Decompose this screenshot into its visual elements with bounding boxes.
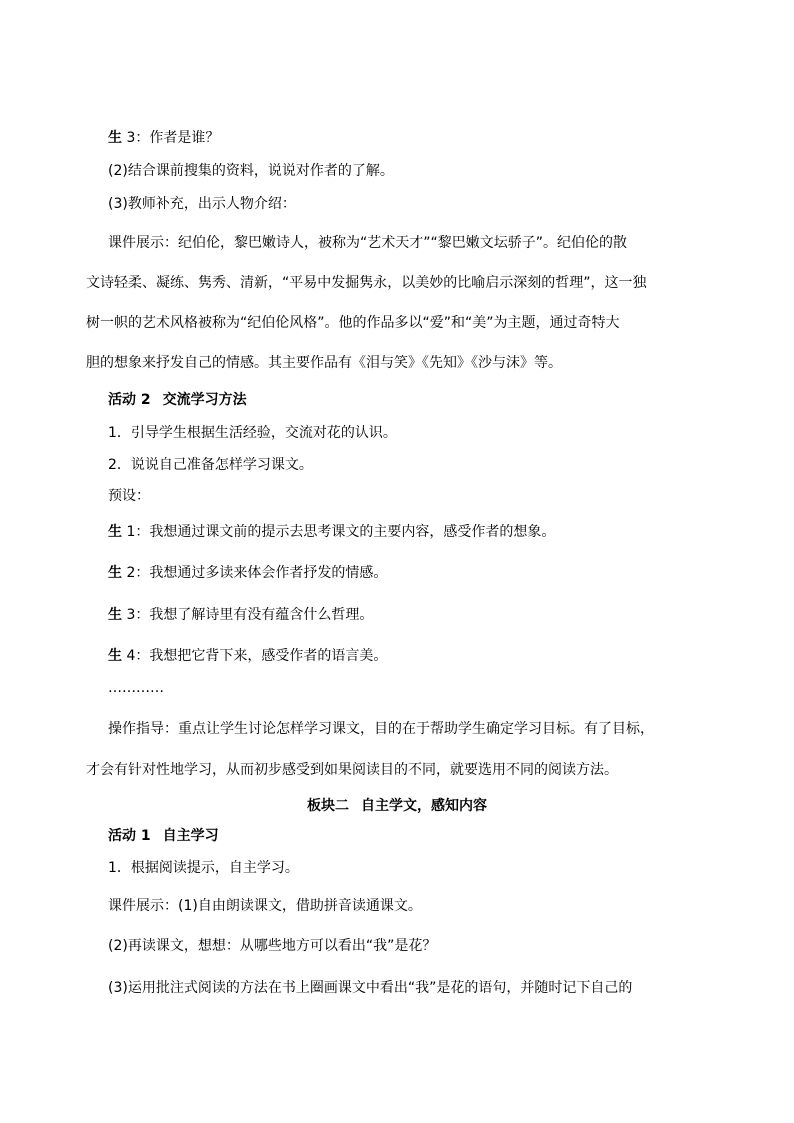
- courseware-task-2: (2)再读课文，想想：从哪些地方可以看出“我”是花？: [108, 938, 437, 954]
- student-label: 生: [108, 130, 122, 146]
- student-label: 生: [108, 607, 122, 623]
- student-text: 3：作者是谁？: [122, 130, 220, 146]
- courseware-intro-line-1: 课件展示：纪伯伦，黎巴嫩诗人，被称为“艺术天才”“黎巴嫩文坛骄子”。纪伯伦的散: [108, 235, 628, 251]
- student-text: 4：我想把它背下来，感受作者的语言美。: [122, 648, 388, 664]
- section-heading-title: 自主学文，感知内容: [361, 798, 487, 814]
- activity-2-title: 交流学习方法: [162, 392, 247, 408]
- activity-2-heading: [108, 390, 247, 410]
- student-line-3: [108, 605, 373, 625]
- student-text: 1：我想通过课文前的提示去思考课文的主要内容，感受作者的想象。: [122, 524, 556, 540]
- self-study-step-1: 1．根据阅读提示，自主学习。: [108, 860, 299, 876]
- preset-label: 预设：: [108, 488, 150, 504]
- student-text: 2：我想通过多读来体会作者抒发的情感。: [122, 565, 388, 581]
- item-3-line: (3)教师补充，出示人物介绍：: [108, 196, 296, 212]
- student-line-1: [108, 522, 555, 542]
- student-label: 生: [108, 648, 122, 664]
- courseware-task-3: (3)运用批注式阅读的方法在书上圈画课文中看出“我”是花的语句，并随时记下自己的: [108, 980, 633, 996]
- operation-guide-line-1: 操作指导：重点让学生讨论怎样学习课文，目的在于帮助学生确定学习目标。有了目标，: [108, 721, 654, 737]
- courseware-intro-line-2: 文诗轻柔、凝练、隽秀、清新，“平易中发掘隽永，以美妙的比喻启示深刻的哲理”，这一独: [86, 275, 647, 291]
- section-heading: [0, 796, 794, 816]
- student-label: 生: [108, 524, 122, 540]
- item-2-line: (2)结合课前搜集的资料，说说对作者的了解。: [108, 163, 394, 179]
- ellipsis-line: …………: [108, 680, 164, 696]
- operation-guide-line-2: 才会有针对性地学习，从而初步感受到如果阅读目的不同，就要选用不同的阅读方法。: [86, 762, 618, 778]
- student-line-2: [108, 563, 387, 583]
- courseware-intro-line-4: 胆的想象来抒发自己的情感。其主要作品有《泪与笑》《先知》《沙与沫》等。: [86, 355, 562, 371]
- courseware-intro-line-3: 树一帜的艺术风格被称为“纪伯伦风格”。他的作品多以“爱”和“美”为主题，通过奇特大: [86, 315, 620, 331]
- student-line-4: [108, 646, 387, 666]
- student-text: 3：我想了解诗里有没有蕴含什么哲理。: [122, 607, 374, 623]
- student-line-3-question: [108, 128, 219, 148]
- activity-2-label: 活动 2: [108, 392, 151, 408]
- activity-1-label: 活动 1: [108, 828, 151, 844]
- section-heading-label: 板块二: [307, 798, 349, 814]
- activity-1-heading: [108, 826, 219, 846]
- step-1-line: 1．引导学生根据生活经验，交流对花的认识。: [108, 425, 397, 441]
- step-2-line: 2．说说自己准备怎样学习课文。: [108, 457, 313, 473]
- courseware-task-1: 课件展示：(1)自由朗读课文，借助拼音读通课文。: [108, 898, 422, 914]
- student-label: 生: [108, 565, 122, 581]
- activity-1-title: 自主学习: [162, 828, 219, 844]
